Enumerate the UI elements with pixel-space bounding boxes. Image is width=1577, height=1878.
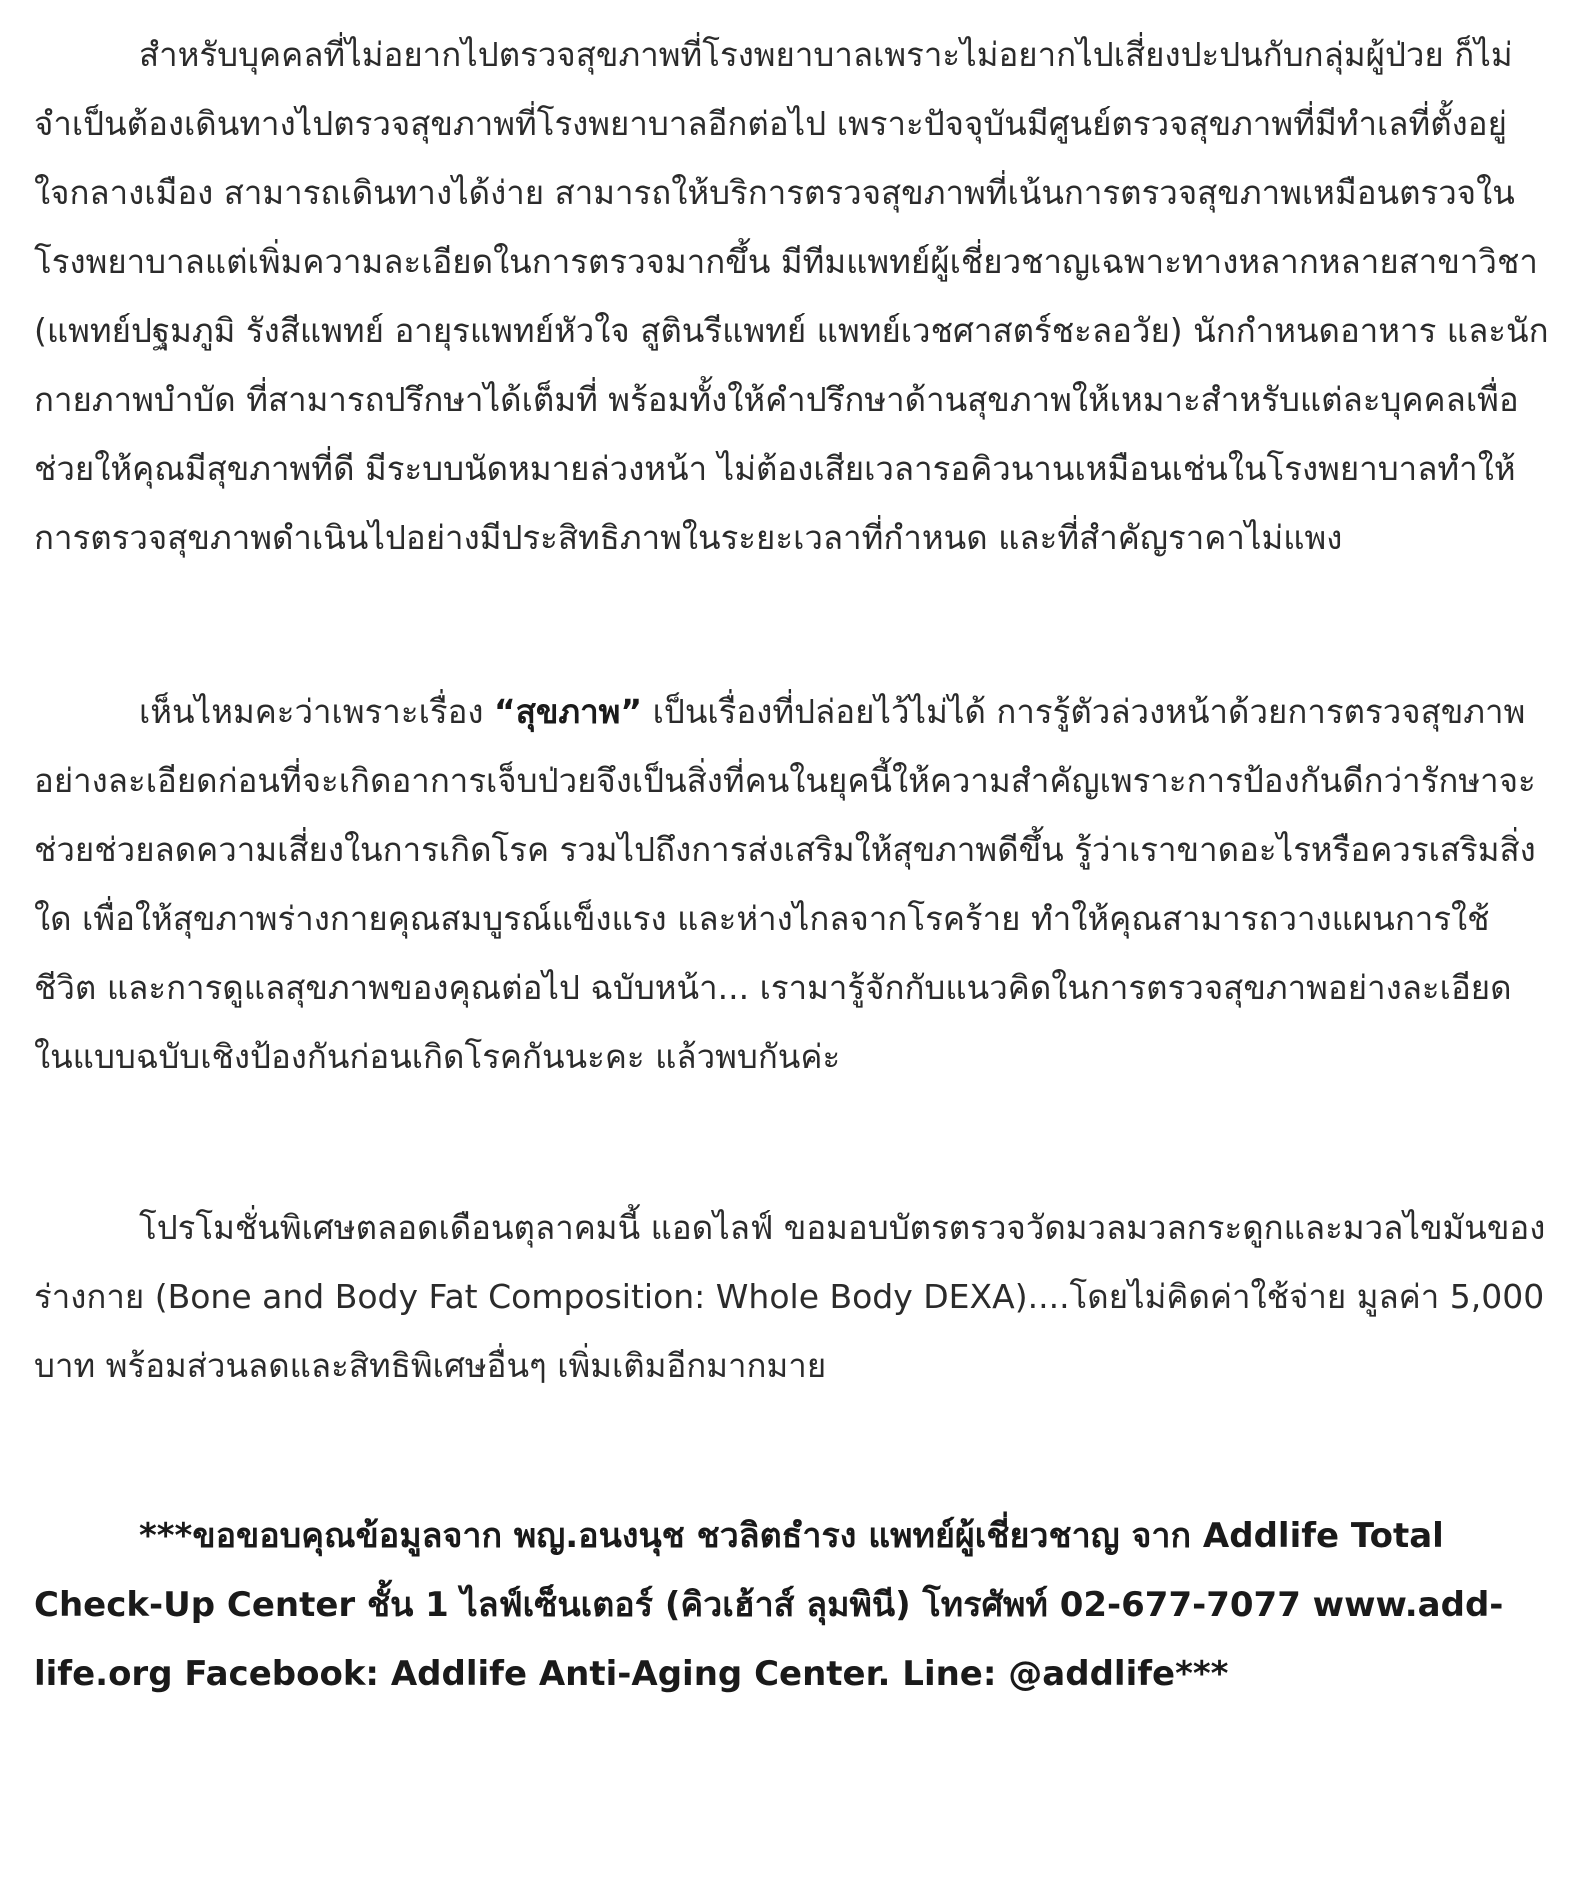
health-emphasis: “สุขภาพ” bbox=[494, 692, 643, 731]
paragraph-spacer bbox=[34, 1400, 1549, 1502]
paragraph-spacer bbox=[34, 1091, 1549, 1193]
paragraph-spacer bbox=[34, 572, 1549, 677]
paragraph-2-lead: เห็นไหมคะว่าเพราะเรื่อง bbox=[139, 692, 494, 731]
paragraph-health-center: สำหรับบุคคลที่ไม่อยากไปตรวจสุขภาพที่โรงพยาบาลเพราะไม่อยากไปเสี่ยงปะปนกับกลุ่มผู้ป่วย ก็ไม่จำเป็นต้องเดินทางไปตรวจสุขภาพที่โรงพยาบาลอีกต่อไป เพราะปัจจุบันมีศูนย์ตรวจสุขภาพที่มีทำเลที่ตั้งอยู่ใจกลางเมือง สามารถเดินทางได้ง่าย สามารถให้บริการตรวจสุขภาพที่เน้นการตรวจสุขภาพเหมือนตรวจในโรงพยาบาลแต่เพิ่มความละเอียดในการตรวจมากขึ้น มีทีมแพทย์ผู้เชี่ยวชาญเฉพาะทางหลากหลายสาขาวิชา (แพทย์ปฐมภูมิ รังสีแพทย์ อายุรแพทย์หัวใจ สูตินรีแพทย์ แพทย์เวชศาสตร์ชะลอวัย) นักกำหนดอาหาร และนักกายภาพบำบัด ที่สามารถปรึกษาได้เต็มที่ พร้อมทั้งให้คำปรึกษาด้านสุขภาพให้เหมาะสำหรับแต่ละบุคคลเพื่อช่วยให้คุณมีสุขภาพที่ดี มีระบบนัดหมายล่วงหน้า ไม่ต้องเสียเวลารอคิวนานเหมือนเช่นในโรงพยาบาลทำให้การตรวจสุขภาพดำเนินไปอย่างมีประสิทธิภาพในระยะเวลาที่กำหนด และที่สำคัญราคาไม่แพง bbox=[34, 35, 1549, 557]
article-body bbox=[34, 20, 1549, 1709]
credits-note: ***ขอขอบคุณข้อมูลจาก พญ.อนงนุช ชวลิตธำรง แพทย์ผู้เชี่ยวชาญ จาก Addlife Total Check-Up Center ชั้น 1 ไลฟ์เซ็นเตอร์ (คิวเฮ้าส์ ลุมพินี) โทรศัพท์ 02-677-7077 www.add-life.org Facebook: Addlife Anti-Aging Center. Line: @addlife*** bbox=[34, 1516, 1504, 1694]
paragraph-2-body: เป็นเรื่องที่ปล่อยไว้ไม่ได้ การรู้ตัวล่วงหน้าด้วยการตรวจสุขภาพอย่างละเอียดก่อนที่จะเกิดอาการเจ็บป่วยจึงเป็นสิ่งที่คนในยุคนี้ให้ความสำคัญเพราะการป้องกันดีกว่ารักษาจะช่วยช่วยลดความเสี่ยงในการเกิดโรค รวมไปถึงการส่งเสริมให้สุขภาพดีขึ้น รู้ว่าเราขาดอะไรหรือควรเสริมสิ่งใด เพื่อให้สุขภาพร่างกายคุณสมบูรณ์แข็งแรง และห่างไกลจากโรคร้าย ทำให้คุณสามารถวางแผนการใช้ชีวิต และการดูแลสุขภาพของคุณต่อไป ฉบับหน้า... เรามารู้จักกับแนวคิดในการตรวจสุขภาพอย่างละเอียดในแบบฉบับเชิงป้องกันก่อนเกิดโรคกันนะคะ แล้วพบกันค่ะ bbox=[34, 692, 1536, 1076]
paragraph-health-importance bbox=[34, 677, 1549, 1091]
paragraph-promotion: โปรโมชั่นพิเศษตลอดเดือนตุลาคมนี้ แอดไลฟ์ ขอมอบบัตรตรวจวัดมวลมวลกระดูกและมวลไขมันของร่างกาย (Bone and Body Fat Composition: Whole Body DEXA)....โดยไม่คิดค่าใช้จ่าย มูลค่า 5,000 บาท พร้อมส่วนลดและสิทธิพิเศษอื่นๆ เพิ่มเติมอีกมากมาย bbox=[34, 1208, 1546, 1385]
